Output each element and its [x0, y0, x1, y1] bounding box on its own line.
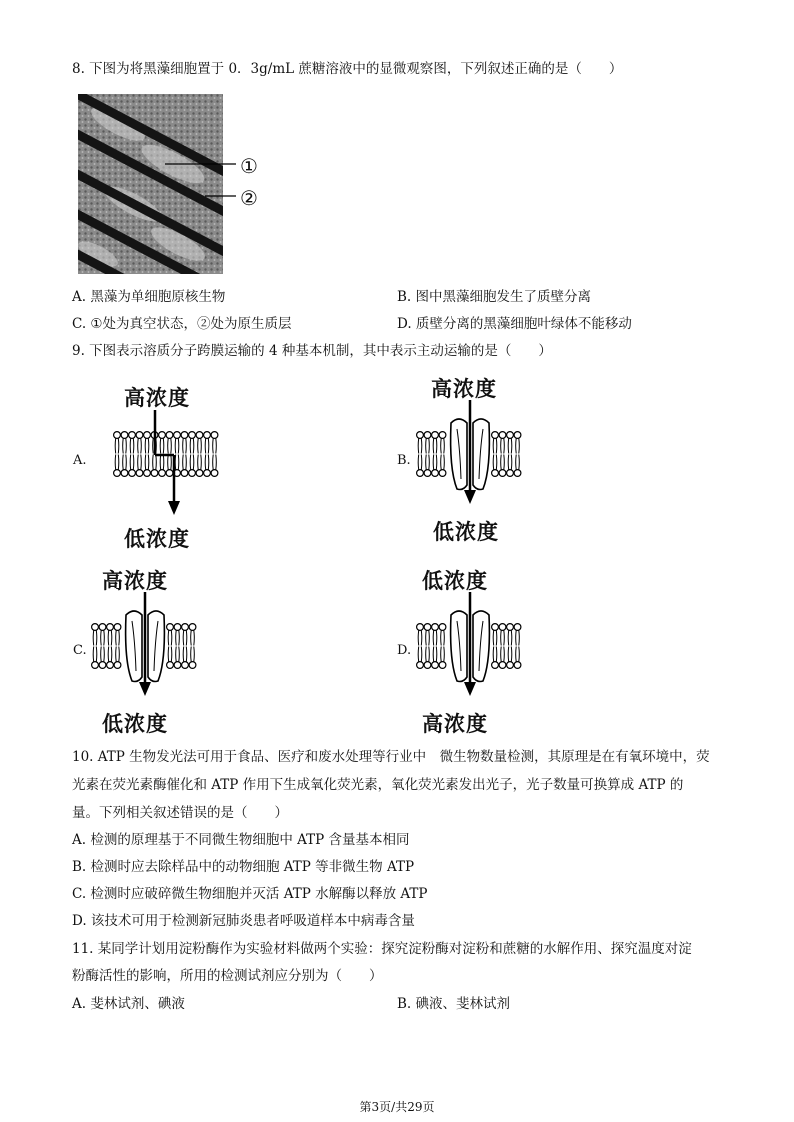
q9-a-membrane-diagram: [112, 405, 222, 520]
q9-c-bottom-label: 低浓度: [102, 712, 168, 736]
q9-b-bottom-label: 低浓度: [433, 520, 499, 544]
q9-c-membrane-diagram: [90, 592, 200, 707]
q9-c-top-label: 高浓度: [102, 569, 168, 593]
q10-stem-line2: 光素在荧光素酶催化和 ATP 作用下生成氧化荧光素，氧化荧光素发出光子，光子数量可换算成 ATP 的: [72, 777, 684, 793]
q11-stem-line2: 粉酶活性的影响，所用的检测试剂应分别为（ ）: [72, 968, 383, 984]
q10-option-d: D. 该技术可用于检测新冠肺炎患者呼吸道样本中病毒含量: [72, 913, 415, 929]
q10-option-c: C. 检测时应破碎微生物细胞并灭活 ATP 水解酶以释放 ATP: [72, 886, 428, 902]
photo-label-2: ②: [240, 186, 258, 210]
q9-option-a-letter: A.: [73, 453, 87, 468]
q8-stem: 8. 下图为将黑藻细胞置于 0．3g/mL 蔗糖溶液中的显微观察图，下列叙述正确的是（ ）: [72, 61, 623, 77]
photo-label-1: ①: [240, 154, 258, 178]
q9-d-top-label: 低浓度: [422, 569, 488, 593]
q11-option-a: A. 斐林试剂、碘液: [72, 996, 185, 1012]
q9-b-membrane-diagram: [415, 400, 525, 515]
q10-stem-line1: 10. ATP 生物发光法可用于食品、医疗和废水处理等行业中 微生物数量检测，其原理是在有氧环境中，荧: [72, 749, 710, 765]
q11-option-b: B. 碘液、斐林试剂: [397, 996, 511, 1012]
q9-option-d-letter: D.: [397, 643, 412, 658]
q9-stem: 9. 下图表示溶质分子跨膜运输的 4 种基本机制，其中表示主动运输的是（ ）: [72, 343, 552, 359]
q10-stem-line3: 量。下列相关叙述错误的是（ ）: [72, 805, 288, 821]
q9-a-top-label: 高浓度: [124, 386, 190, 410]
q9-a-bottom-label: 低浓度: [124, 527, 190, 551]
page-number: 第3页/共29页: [359, 1100, 435, 1114]
q9-option-b-letter: B.: [397, 453, 411, 468]
q9-option-c-letter: C.: [73, 643, 87, 658]
q9-d-bottom-label: 高浓度: [422, 712, 488, 736]
q10-option-b: B. 检测时应去除样品中的动物细胞 ATP 等非微生物 ATP: [72, 859, 415, 875]
q9-b-top-label: 高浓度: [431, 377, 497, 401]
q9-d-membrane-diagram: [415, 592, 525, 707]
q10-option-a: A. 检测的原理基于不同微生物细胞中 ATP 含量基本相同: [72, 832, 410, 848]
q8-option-d: D. 质壁分离的黑藻细胞叶绿体不能移动: [397, 316, 632, 332]
photo-label-leaders: [160, 150, 240, 210]
q8-option-c: C. ①处为真空状态，②处为原生质层: [72, 316, 292, 332]
q11-stem-line1: 11. 某同学计划用淀粉酶作为实验材料做两个实验：探究淀粉酶对淀粉和蔗糖的水解作用、探究温度对淀: [72, 941, 692, 957]
q8-option-a: A. 黑藻为单细胞原核生物: [72, 289, 226, 305]
q8-option-b: B. 图中黑藻细胞发生了质壁分离: [397, 289, 592, 305]
